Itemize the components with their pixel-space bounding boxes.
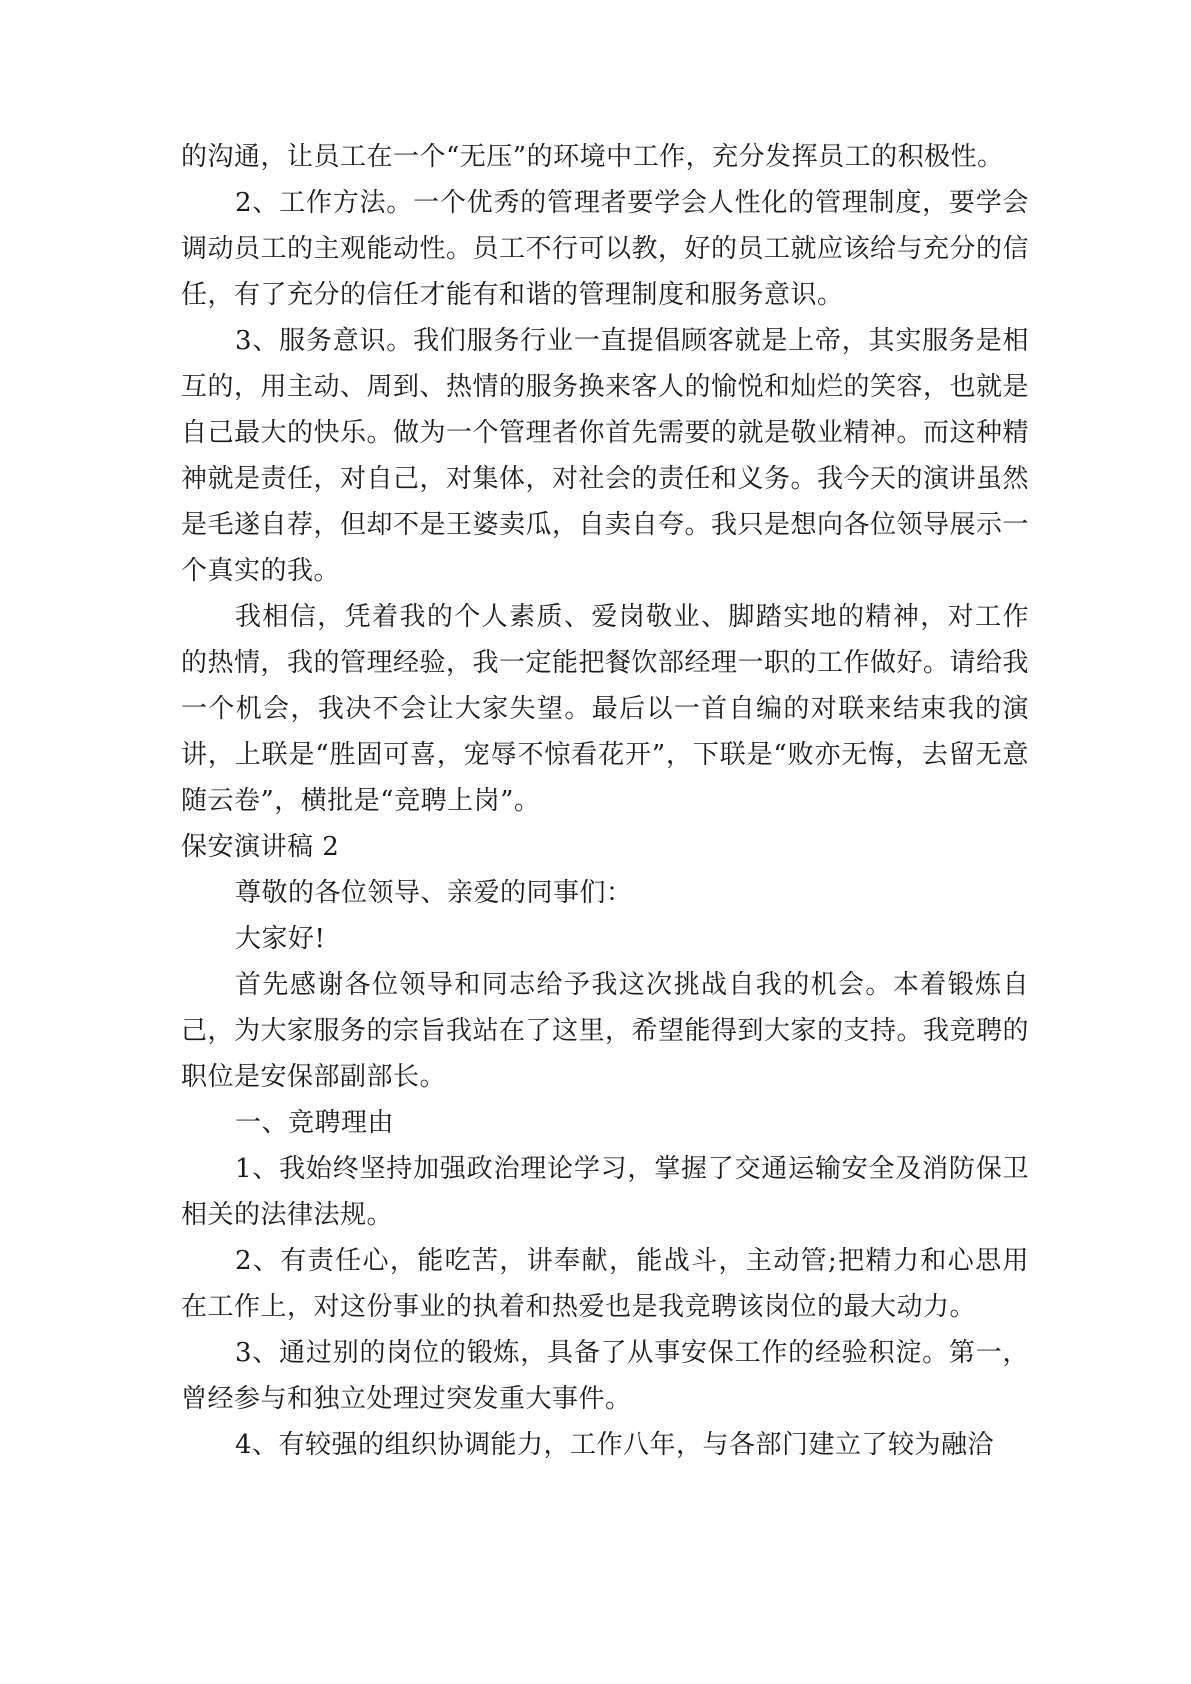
paragraph-service-awareness: 3、服务意识。我们服务行业一直提倡顾客就是上帝，其实服务是相互的，用主动、周到、热情的服务换来客人的愉悦和灿烂的笑容，也就是自己最大的快乐。做为一个管理者你首先需要的就是敬业精神。而这种精神就是责任，对自己，对集体，对社会的责任和义务。我今天的演讲虽然是毛遂自荐，但却不是王婆卖瓜，自卖自夸。我只是想向各位领导展示一个真实的我。 (181, 326, 1030, 586)
list-item: 1、我始终坚持加强政治理论学习，掌握了交通运输安全及消防保卫相关的法律法规。 (181, 1154, 1029, 1230)
list-item: 4、有较强的组织协调能力，工作八年，与各部门建立了较为融洽 (235, 1430, 995, 1460)
paragraph-introduction: 首先感谢各位领导和同志给予我这次挑战自我的机会。本着锻炼自己，为大家服务的宗旨我站在了这里，希望能得到大家的支持。我竞聘的职位是安保部副部长。 (181, 970, 1030, 1092)
paragraph-continuation: 的沟通，让员工在一个“无压”的环境中工作，充分发挥员工的积极性。 (181, 142, 1004, 172)
document-body (181, 134, 1029, 1468)
subheading-reasons: 一、竞聘理由 (235, 1108, 395, 1138)
section-title: 保安演讲稿 2 (181, 832, 340, 862)
list-item: 2、有责任心，能吃苦，讲奉献，能战斗，主动管;把精力和心思用在工作上，对这份事业的执着和热爱也是我竞聘该岗位的最大动力。 (181, 1246, 1029, 1322)
paragraph-work-method: 2、工作方法。一个优秀的管理者要学会人性化的管理制度，要学会调动员工的主观能动性。员工不行可以教，好的员工就应该给与充分的信任，有了充分的信任才能有和谐的管理制度和服务意识。 (181, 188, 1030, 310)
paragraph-salutation: 尊敬的各位领导、亲爱的同事们： (235, 878, 633, 908)
paragraph-greeting: 大家好! (235, 924, 326, 954)
list-item: 3、通过别的岗位的锻炼，具备了从事安保工作的经验积淀。第一，曾经参与和独立处理过突发重大事件。 (181, 1338, 1029, 1414)
paragraph-closing: 我相信，凭着我的个人素质、爱岗敬业、脚踏实地的精神，对工作的热情，我的管理经验，我一定能把餐饮部经理一职的工作做好。请给我一个机会，我决不会让大家失望。最后以一首自编的对联来结束我的演讲，上联是“胜固可喜，宠辱不惊看花开”，下联是“败亦无悔，去留无意随云卷”，横批是“竞聘上岗”。 (181, 602, 1030, 816)
